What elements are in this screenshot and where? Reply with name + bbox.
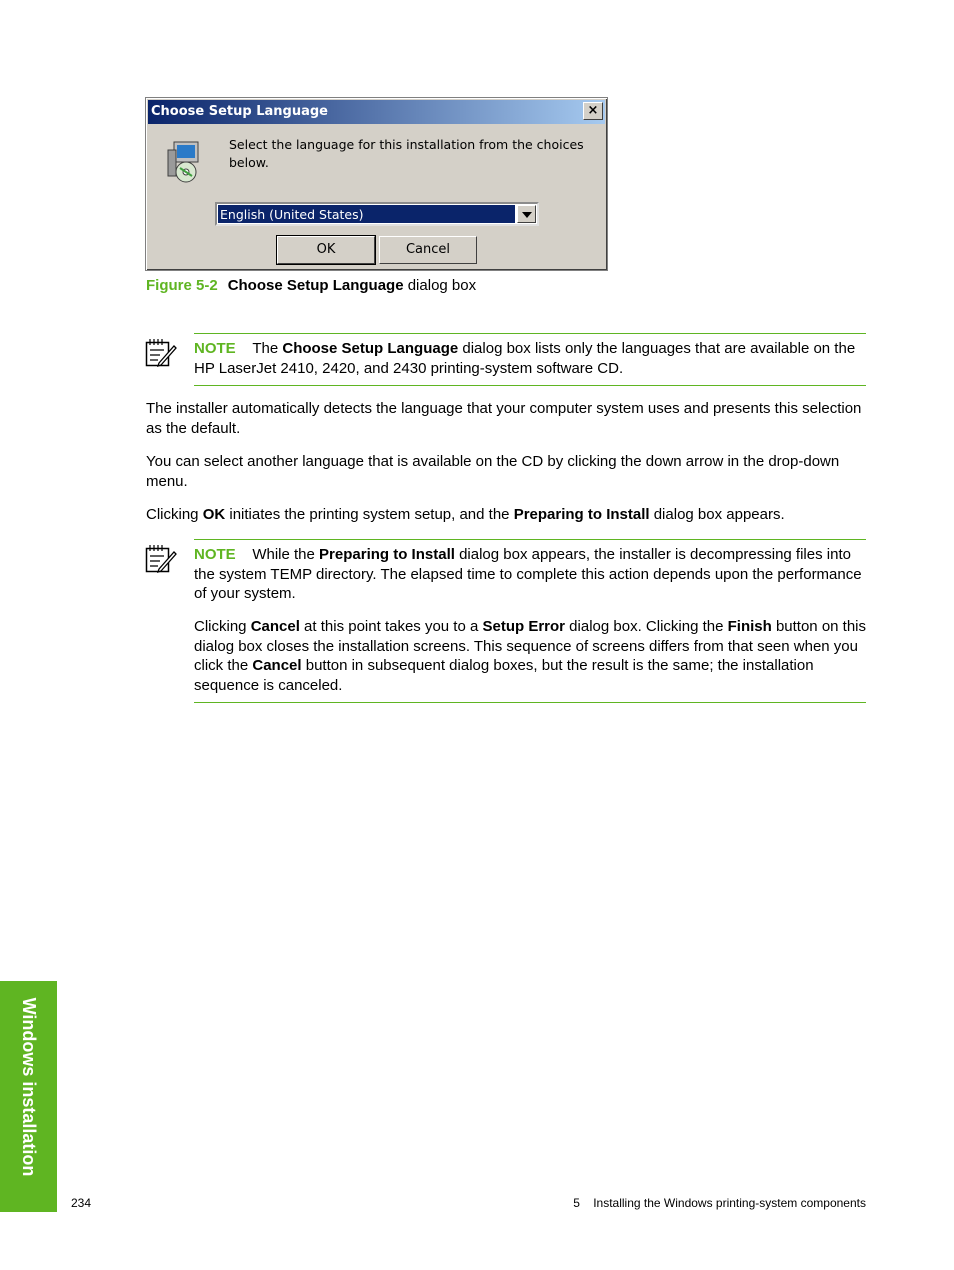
text-run: While the: [252, 546, 320, 563]
bold-run: Choose Setup Language: [282, 340, 459, 357]
note-rule-bottom: [194, 385, 866, 386]
text-run: at this point takes you to a: [299, 618, 483, 635]
figure-title-rest: dialog box: [403, 277, 477, 294]
ok-button[interactable]: OK: [277, 236, 375, 264]
note-rule-top: [194, 539, 866, 540]
text-run: initiates the printing system setup, and the: [225, 506, 514, 523]
bold-run: Setup Error: [482, 618, 566, 635]
dropdown-arrow-icon[interactable]: [517, 205, 536, 223]
language-select[interactable]: [215, 202, 539, 226]
text-run: dialog box lists only the languages that are available on the HP LaserJet 2410, 2420, and 2430 printing-system software CD.: [194, 340, 856, 377]
note-2-text: [194, 545, 866, 604]
cancel-button[interactable]: Cancel: [379, 236, 477, 264]
note-label: NOTE: [194, 546, 236, 563]
dialog-message: Select the language for this installation from the choices below.: [229, 137, 584, 170]
text-run: button in subsequent dialog boxes, but the result is the same; the installation sequence is canceled.: [194, 657, 814, 694]
body-paragraph: The installer automatically detects the language that your computer system uses and presents this selection as the default.: [146, 400, 862, 437]
text-run: The: [252, 340, 283, 357]
text-run: dialog box appears.: [649, 506, 785, 523]
page-number: 234: [71, 1196, 92, 1210]
note-1-text: [194, 339, 866, 378]
text-run: Clicking: [146, 506, 203, 523]
bold-run: Cancel: [252, 657, 302, 674]
note-label: NOTE: [194, 340, 236, 357]
note-icon: [145, 543, 177, 573]
body-paragraph: You can select another language that is available on the CD by clicking the down arrow in the drop-down menu.: [146, 453, 840, 490]
bold-run: OK: [202, 506, 226, 523]
text-run: button on this dialog box closes the installation screens. This sequence of screens differs from that seen when you click the: [194, 618, 867, 674]
note-2-text-continued: [194, 617, 866, 695]
figure-caption: [146, 276, 476, 296]
bold-run: Cancel: [250, 618, 300, 635]
note-rule-bottom: [194, 702, 866, 703]
bold-run: Finish: [727, 618, 772, 635]
figure-number: Figure 5-2: [146, 277, 218, 294]
chapter-title: 5 Installing the Windows printing-system components: [573, 1196, 866, 1210]
body-paragraph: [146, 505, 866, 525]
choose-setup-language-dialog: [145, 97, 608, 271]
note-rule-top: [194, 333, 866, 334]
text-run: dialog box. Clicking the: [565, 618, 728, 635]
bold-run: Preparing to Install: [319, 546, 455, 563]
bold-run: Preparing to Install: [513, 506, 650, 523]
dialog-title: Choose Setup Language: [148, 100, 605, 124]
language-select-value[interactable]: English (United States): [218, 205, 515, 223]
note-icon: [145, 337, 177, 367]
section-tab: [0, 981, 57, 1212]
setup-cd-icon: [162, 140, 202, 184]
section-tab-label: Windows installation: [18, 997, 39, 1177]
figure-title-bold: Choose Setup Language: [227, 277, 404, 294]
text-run: Clicking: [194, 618, 251, 635]
close-icon[interactable]: ×: [583, 102, 603, 120]
text-run: dialog box appears, the installer is decompressing files into the system TEMP directory. The elapsed time to complete this action depends upon the performance of your system.: [194, 546, 862, 602]
